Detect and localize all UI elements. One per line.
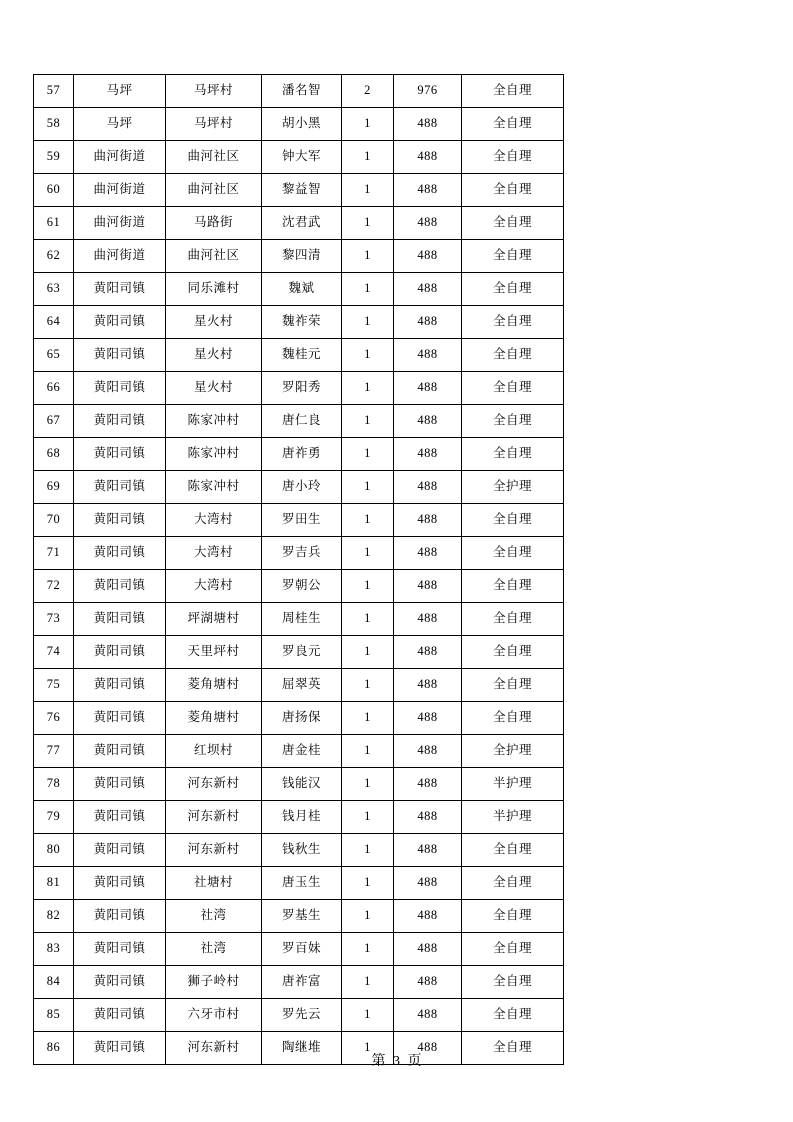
cell-index: 74 bbox=[34, 636, 74, 669]
footer-suffix: 页 bbox=[407, 1054, 422, 1069]
cell-amount: 488 bbox=[394, 273, 462, 306]
cell-index: 82 bbox=[34, 900, 74, 933]
cell-name: 罗基生 bbox=[262, 900, 342, 933]
cell-name: 钱秋生 bbox=[262, 834, 342, 867]
cell-village: 马坪村 bbox=[166, 108, 262, 141]
cell-category: 全自理 bbox=[462, 306, 564, 339]
cell-village: 曲河社区 bbox=[166, 174, 262, 207]
cell-index: 70 bbox=[34, 504, 74, 537]
cell-amount: 488 bbox=[394, 1032, 462, 1065]
cell-index: 85 bbox=[34, 999, 74, 1032]
cell-count: 1 bbox=[342, 405, 394, 438]
cell-count: 1 bbox=[342, 669, 394, 702]
cell-village: 社湾 bbox=[166, 933, 262, 966]
cell-village: 曲河社区 bbox=[166, 141, 262, 174]
table-body bbox=[34, 75, 564, 1065]
cell-category: 全自理 bbox=[462, 867, 564, 900]
cell-amount: 976 bbox=[394, 75, 462, 108]
cell-category: 半护理 bbox=[462, 768, 564, 801]
cell-index: 78 bbox=[34, 768, 74, 801]
cell-name: 潘名智 bbox=[262, 75, 342, 108]
cell-township: 曲河街道 bbox=[74, 240, 166, 273]
table-row bbox=[34, 438, 564, 471]
cell-village: 大湾村 bbox=[166, 570, 262, 603]
cell-village: 陈家冲村 bbox=[166, 405, 262, 438]
cell-name: 屈翠英 bbox=[262, 669, 342, 702]
cell-index: 59 bbox=[34, 141, 74, 174]
cell-index: 66 bbox=[34, 372, 74, 405]
cell-category: 全自理 bbox=[462, 603, 564, 636]
cell-index: 72 bbox=[34, 570, 74, 603]
cell-township: 曲河街道 bbox=[74, 174, 166, 207]
table-row bbox=[34, 240, 564, 273]
table-row bbox=[34, 471, 564, 504]
cell-count: 1 bbox=[342, 240, 394, 273]
cell-name: 魏斌 bbox=[262, 273, 342, 306]
cell-index: 77 bbox=[34, 735, 74, 768]
cell-township: 黄阳司镇 bbox=[74, 768, 166, 801]
cell-amount: 488 bbox=[394, 471, 462, 504]
cell-amount: 488 bbox=[394, 966, 462, 999]
cell-name: 罗百妹 bbox=[262, 933, 342, 966]
cell-amount: 488 bbox=[394, 933, 462, 966]
cell-count: 1 bbox=[342, 438, 394, 471]
cell-category: 全自理 bbox=[462, 669, 564, 702]
cell-name: 罗吉兵 bbox=[262, 537, 342, 570]
cell-amount: 488 bbox=[394, 108, 462, 141]
cell-village: 陈家冲村 bbox=[166, 438, 262, 471]
cell-category: 全自理 bbox=[462, 834, 564, 867]
cell-category: 全自理 bbox=[462, 339, 564, 372]
cell-index: 63 bbox=[34, 273, 74, 306]
beneficiary-table bbox=[33, 74, 564, 1065]
cell-index: 71 bbox=[34, 537, 74, 570]
cell-count: 1 bbox=[342, 108, 394, 141]
cell-amount: 488 bbox=[394, 834, 462, 867]
table-row bbox=[34, 141, 564, 174]
cell-name: 黎四清 bbox=[262, 240, 342, 273]
cell-village: 河东新村 bbox=[166, 801, 262, 834]
table-row bbox=[34, 306, 564, 339]
table-row bbox=[34, 273, 564, 306]
cell-index: 57 bbox=[34, 75, 74, 108]
cell-amount: 488 bbox=[394, 240, 462, 273]
cell-name: 钱月桂 bbox=[262, 801, 342, 834]
cell-count: 1 bbox=[342, 471, 394, 504]
cell-count: 1 bbox=[342, 900, 394, 933]
cell-village: 马坪村 bbox=[166, 75, 262, 108]
cell-count: 1 bbox=[342, 603, 394, 636]
cell-category: 全自理 bbox=[462, 1032, 564, 1065]
cell-township: 黄阳司镇 bbox=[74, 306, 166, 339]
cell-township: 黄阳司镇 bbox=[74, 801, 166, 834]
cell-village: 陈家冲村 bbox=[166, 471, 262, 504]
cell-index: 69 bbox=[34, 471, 74, 504]
table-row bbox=[34, 537, 564, 570]
cell-township: 黄阳司镇 bbox=[74, 1032, 166, 1065]
cell-category: 全自理 bbox=[462, 108, 564, 141]
cell-name: 钱能汉 bbox=[262, 768, 342, 801]
cell-township: 黄阳司镇 bbox=[74, 900, 166, 933]
cell-index: 86 bbox=[34, 1032, 74, 1065]
cell-amount: 488 bbox=[394, 768, 462, 801]
cell-count: 1 bbox=[342, 141, 394, 174]
cell-category: 全自理 bbox=[462, 207, 564, 240]
cell-category: 全护理 bbox=[462, 471, 564, 504]
cell-name: 唐扬保 bbox=[262, 702, 342, 735]
cell-index: 61 bbox=[34, 207, 74, 240]
cell-name: 胡小黑 bbox=[262, 108, 342, 141]
table-row bbox=[34, 999, 564, 1032]
cell-township: 黄阳司镇 bbox=[74, 537, 166, 570]
cell-township: 黄阳司镇 bbox=[74, 339, 166, 372]
cell-amount: 488 bbox=[394, 999, 462, 1032]
cell-category: 全护理 bbox=[462, 735, 564, 768]
cell-amount: 488 bbox=[394, 537, 462, 570]
cell-township: 黄阳司镇 bbox=[74, 570, 166, 603]
cell-category: 全自理 bbox=[462, 240, 564, 273]
table-row bbox=[34, 735, 564, 768]
table-row bbox=[34, 339, 564, 372]
cell-count: 1 bbox=[342, 207, 394, 240]
cell-amount: 488 bbox=[394, 207, 462, 240]
cell-count: 1 bbox=[342, 537, 394, 570]
cell-count: 1 bbox=[342, 372, 394, 405]
cell-index: 79 bbox=[34, 801, 74, 834]
beneficiary-table-container bbox=[33, 74, 563, 1065]
cell-township: 黄阳司镇 bbox=[74, 636, 166, 669]
cell-township: 曲河街道 bbox=[74, 207, 166, 240]
cell-index: 67 bbox=[34, 405, 74, 438]
cell-index: 75 bbox=[34, 669, 74, 702]
cell-village: 星火村 bbox=[166, 339, 262, 372]
page-footer bbox=[0, 1050, 793, 1070]
cell-amount: 488 bbox=[394, 636, 462, 669]
cell-village: 社湾 bbox=[166, 900, 262, 933]
cell-category: 全自理 bbox=[462, 570, 564, 603]
cell-index: 58 bbox=[34, 108, 74, 141]
cell-name: 罗先云 bbox=[262, 999, 342, 1032]
cell-township: 黄阳司镇 bbox=[74, 438, 166, 471]
table-row bbox=[34, 636, 564, 669]
cell-village: 六牙市村 bbox=[166, 999, 262, 1032]
cell-count: 1 bbox=[342, 768, 394, 801]
cell-village: 天里坪村 bbox=[166, 636, 262, 669]
cell-name: 唐仁良 bbox=[262, 405, 342, 438]
table-row bbox=[34, 603, 564, 636]
cell-name: 罗良元 bbox=[262, 636, 342, 669]
cell-village: 河东新村 bbox=[166, 768, 262, 801]
table-row bbox=[34, 405, 564, 438]
cell-village: 大湾村 bbox=[166, 504, 262, 537]
cell-village: 星火村 bbox=[166, 372, 262, 405]
table-row bbox=[34, 75, 564, 108]
cell-township: 黄阳司镇 bbox=[74, 273, 166, 306]
table-row bbox=[34, 570, 564, 603]
cell-category: 全自理 bbox=[462, 405, 564, 438]
cell-amount: 488 bbox=[394, 504, 462, 537]
cell-count: 1 bbox=[342, 570, 394, 603]
cell-village: 同乐滩村 bbox=[166, 273, 262, 306]
table-row bbox=[34, 504, 564, 537]
cell-village: 马路街 bbox=[166, 207, 262, 240]
cell-category: 半护理 bbox=[462, 801, 564, 834]
cell-category: 全自理 bbox=[462, 75, 564, 108]
cell-name: 钟大军 bbox=[262, 141, 342, 174]
cell-index: 64 bbox=[34, 306, 74, 339]
cell-township: 黄阳司镇 bbox=[74, 603, 166, 636]
cell-village: 河东新村 bbox=[166, 1032, 262, 1065]
cell-village: 菱角塘村 bbox=[166, 669, 262, 702]
cell-village: 社塘村 bbox=[166, 867, 262, 900]
cell-count: 2 bbox=[342, 75, 394, 108]
cell-name: 罗朝公 bbox=[262, 570, 342, 603]
cell-village: 狮子岭村 bbox=[166, 966, 262, 999]
cell-category: 全自理 bbox=[462, 702, 564, 735]
cell-name: 魏祚荣 bbox=[262, 306, 342, 339]
cell-count: 1 bbox=[342, 174, 394, 207]
cell-category: 全自理 bbox=[462, 438, 564, 471]
cell-index: 76 bbox=[34, 702, 74, 735]
cell-category: 全自理 bbox=[462, 372, 564, 405]
table-row bbox=[34, 207, 564, 240]
cell-village: 红坝村 bbox=[166, 735, 262, 768]
cell-amount: 488 bbox=[394, 603, 462, 636]
table-row bbox=[34, 669, 564, 702]
table-row bbox=[34, 867, 564, 900]
cell-count: 1 bbox=[342, 504, 394, 537]
cell-count: 1 bbox=[342, 636, 394, 669]
cell-index: 62 bbox=[34, 240, 74, 273]
table-row bbox=[34, 174, 564, 207]
table-row bbox=[34, 768, 564, 801]
cell-index: 84 bbox=[34, 966, 74, 999]
cell-amount: 488 bbox=[394, 306, 462, 339]
cell-township: 马坪 bbox=[74, 75, 166, 108]
cell-township: 黄阳司镇 bbox=[74, 669, 166, 702]
table-row bbox=[34, 372, 564, 405]
table-row bbox=[34, 801, 564, 834]
cell-name: 沈君武 bbox=[262, 207, 342, 240]
cell-township: 黄阳司镇 bbox=[74, 933, 166, 966]
cell-count: 1 bbox=[342, 702, 394, 735]
cell-count: 1 bbox=[342, 834, 394, 867]
cell-amount: 488 bbox=[394, 900, 462, 933]
table-row bbox=[34, 966, 564, 999]
cell-count: 1 bbox=[342, 801, 394, 834]
cell-category: 全自理 bbox=[462, 141, 564, 174]
cell-township: 黄阳司镇 bbox=[74, 504, 166, 537]
cell-count: 1 bbox=[342, 306, 394, 339]
cell-amount: 488 bbox=[394, 669, 462, 702]
cell-category: 全自理 bbox=[462, 504, 564, 537]
cell-township: 黄阳司镇 bbox=[74, 405, 166, 438]
cell-village: 菱角塘村 bbox=[166, 702, 262, 735]
cell-township: 黄阳司镇 bbox=[74, 471, 166, 504]
cell-index: 68 bbox=[34, 438, 74, 471]
cell-count: 1 bbox=[342, 867, 394, 900]
cell-category: 全自理 bbox=[462, 900, 564, 933]
cell-index: 73 bbox=[34, 603, 74, 636]
table-row bbox=[34, 702, 564, 735]
cell-name: 罗阳秀 bbox=[262, 372, 342, 405]
cell-name: 魏桂元 bbox=[262, 339, 342, 372]
cell-township: 曲河街道 bbox=[74, 141, 166, 174]
cell-category: 全自理 bbox=[462, 273, 564, 306]
cell-township: 黄阳司镇 bbox=[74, 372, 166, 405]
cell-name: 罗田生 bbox=[262, 504, 342, 537]
cell-amount: 488 bbox=[394, 867, 462, 900]
cell-township: 马坪 bbox=[74, 108, 166, 141]
cell-category: 全自理 bbox=[462, 636, 564, 669]
cell-township: 黄阳司镇 bbox=[74, 966, 166, 999]
cell-township: 黄阳司镇 bbox=[74, 834, 166, 867]
cell-amount: 488 bbox=[394, 801, 462, 834]
cell-category: 全自理 bbox=[462, 999, 564, 1032]
cell-category: 全自理 bbox=[462, 933, 564, 966]
cell-count: 1 bbox=[342, 999, 394, 1032]
cell-village: 曲河社区 bbox=[166, 240, 262, 273]
cell-count: 1 bbox=[342, 735, 394, 768]
cell-name: 唐玉生 bbox=[262, 867, 342, 900]
cell-amount: 488 bbox=[394, 735, 462, 768]
cell-count: 1 bbox=[342, 966, 394, 999]
cell-count: 1 bbox=[342, 933, 394, 966]
cell-name: 陶继堆 bbox=[262, 1032, 342, 1065]
table-row bbox=[34, 108, 564, 141]
cell-name: 唐小玲 bbox=[262, 471, 342, 504]
cell-name: 唐金桂 bbox=[262, 735, 342, 768]
cell-index: 80 bbox=[34, 834, 74, 867]
cell-index: 60 bbox=[34, 174, 74, 207]
cell-category: 全自理 bbox=[462, 537, 564, 570]
cell-index: 81 bbox=[34, 867, 74, 900]
cell-village: 星火村 bbox=[166, 306, 262, 339]
table-row bbox=[34, 900, 564, 933]
cell-name: 唐祚勇 bbox=[262, 438, 342, 471]
table-row bbox=[34, 834, 564, 867]
cell-amount: 488 bbox=[394, 702, 462, 735]
cell-village: 大湾村 bbox=[166, 537, 262, 570]
cell-village: 河东新村 bbox=[166, 834, 262, 867]
cell-category: 全自理 bbox=[462, 966, 564, 999]
cell-name: 黎益智 bbox=[262, 174, 342, 207]
cell-township: 黄阳司镇 bbox=[74, 999, 166, 1032]
cell-township: 黄阳司镇 bbox=[74, 735, 166, 768]
cell-amount: 488 bbox=[394, 339, 462, 372]
cell-amount: 488 bbox=[394, 438, 462, 471]
cell-amount: 488 bbox=[394, 570, 462, 603]
cell-township: 黄阳司镇 bbox=[74, 867, 166, 900]
cell-amount: 488 bbox=[394, 405, 462, 438]
table-row bbox=[34, 933, 564, 966]
cell-category: 全自理 bbox=[462, 174, 564, 207]
cell-index: 83 bbox=[34, 933, 74, 966]
cell-name: 唐祚富 bbox=[262, 966, 342, 999]
cell-count: 1 bbox=[342, 1032, 394, 1065]
cell-village: 坪湖塘村 bbox=[166, 603, 262, 636]
footer-prefix: 第 bbox=[371, 1054, 386, 1069]
cell-name: 周桂生 bbox=[262, 603, 342, 636]
cell-count: 1 bbox=[342, 339, 394, 372]
cell-amount: 488 bbox=[394, 372, 462, 405]
footer-page-number: 3 bbox=[393, 1054, 400, 1069]
cell-amount: 488 bbox=[394, 174, 462, 207]
cell-count: 1 bbox=[342, 273, 394, 306]
cell-amount: 488 bbox=[394, 141, 462, 174]
cell-index: 65 bbox=[34, 339, 74, 372]
cell-township: 黄阳司镇 bbox=[74, 702, 166, 735]
